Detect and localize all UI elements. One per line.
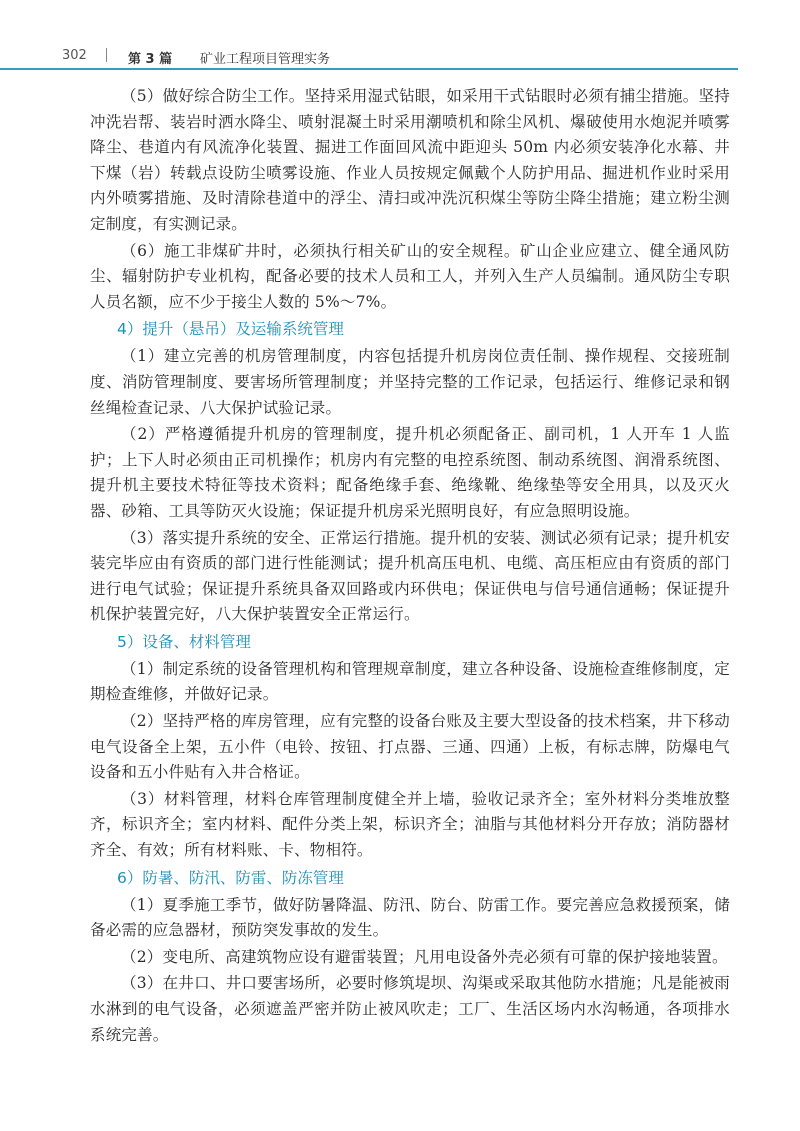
header-rule <box>0 68 738 70</box>
section-heading-hoisting: 4）提升（悬吊）及运输系统管理 <box>117 320 344 339</box>
paragraph-hoisting-3: （3）落实提升系统的安全、正常运行措施。提升机的安装、测试必须有记录；提升机安装完毕应由有资质的部门进行性能测试；提升机高压电机、电缆、高压柜应由有资质的部门进行电气试验；保证提升系统具备双回路或内环供电；保证供电与信号通信通畅；保证提升机保护装置完好，八大保护装置安全正常运行。 <box>90 528 730 624</box>
paragraph-weather-1: （1）夏季施工季节，做好防暑降温、防汛、防台、防雷工作。要完善应急救援预案，储备必需的应急器材，预防突发事故的发生。 <box>90 895 730 940</box>
paragraph-equipment-1: （1）制定系统的设备管理机构和管理规章制度，建立各种设备、设施检查维修制度，定期检查维修，并做好记录。 <box>90 659 730 704</box>
paragraph-equipment-2: （2）坚持严格的库房管理，应有完整的设备台账及主要大型设备的技术档案，井下移动电气设备全上架，五小件（电铃、按钮、打点器、三通、四通）上板，有标志牌，防爆电气设备和五小件贴有入井合格证。 <box>90 712 730 782</box>
paragraph-weather-3: （3）在井口、井口要害场所，必要时修筑堤坝、沟渠或采取其他防水措施；凡是能被雨水淋到的电气设备，必须遮盖严密并防止被风吹走；工厂、生活区场内水沟畅通，各项排水系统完善。 <box>90 974 730 1044</box>
page-body <box>90 84 730 1049</box>
paragraph-weather-2: （2）变电所、高建筑物应设有避雷装置；凡用电设备外壳必须有可靠的保护接地装置。 <box>121 947 728 966</box>
section-heading-equipment: 5）设备、材料管理 <box>117 632 251 651</box>
paragraph-hoisting-2: （2）严格遵循提升机房的管理制度，提升机必须配备正、副司机，1 人开车 1 人监护；上下人时必须由正司机操作；机房内有完整的电控系统图、制动系统图、润滑系统图、提升机主要技术特征等技术资料；配备绝缘手套、绝缘靴、绝缘垫等安全用具，以及灭火器、砂箱、工具等防灭火设施；保证提升机房采光照明良好，有应急照明设施。 <box>90 425 730 520</box>
page-number: 302 <box>62 48 87 63</box>
section-heading-weather: 6）防暑、防汛、防雷、防冻管理 <box>117 868 344 887</box>
header-divider <box>106 48 107 62</box>
book-title: 矿业工程项目管理实务 <box>200 52 331 67</box>
paragraph-non-coal-mine: （6）施工非煤矿井时，必须执行相关矿山的安全规程。矿山企业应建立、健全通风防尘、辐射防护专业机构，配备必要的技术人员和工人，并列入生产人员编制。通风防尘专职人员名额，应不少于接尘人数的 5%～7%。 <box>90 241 730 311</box>
paragraph-hoisting-1: （1）建立完善的机房管理制度，内容包括提升机房岗位责任制、操作规程、交接班制度、消防管理制度、要害场所管理制度；并坚持完整的工作记录，包括运行、维修记录和钢丝绳检查记录、八大保护试验记录。 <box>90 347 730 417</box>
page-header <box>0 0 800 74</box>
paragraph-dust-control: （5）做好综合防尘工作。坚持采用湿式钻眼，如采用干式钻眼时必须有捕尘措施。坚持冲洗岩帮、装岩时洒水降尘、喷射混凝土时采用潮喷机和除尘风机、爆破使用水炮泥并喷雾降尘、巷道内有风流净化装置、掘进工作面回风流中距迎头 50m 内必须安装净化水幕、井下煤（岩）转载点设防尘喷雾设施、作业人员按规定佩戴个人防护用品、掘进机作业时采用内外喷雾措施、及时清除巷道中的浮尘、清扫或冲洗沉积煤尘等防尘降尘措施；建立粉尘测定制度，有实测记录。 <box>90 87 730 233</box>
paragraph-equipment-3: （3）材料管理，材料仓库管理制度健全并上墙，验收记录齐全；室外材料分类堆放整齐，标识齐全；室内材料、配件分类上架，标识齐全；油脂与其他材料分开存放；消防器材齐全、有效；所有材料账、卡、物相符。 <box>90 789 730 860</box>
part-label: 第 3 篇 <box>128 52 173 67</box>
